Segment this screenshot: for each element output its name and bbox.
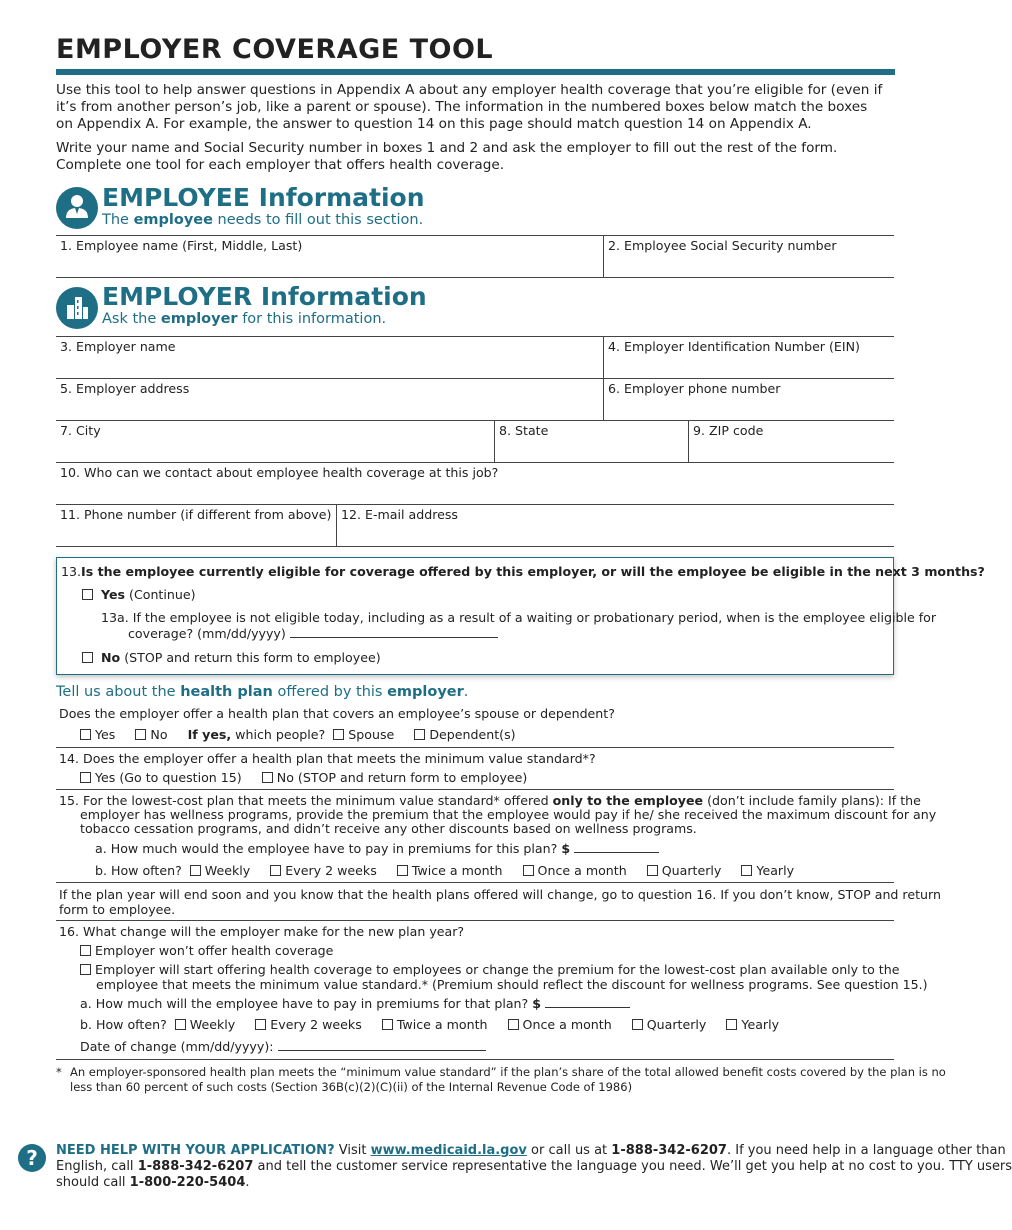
employer-section-title: EMPLOYER Information	[102, 282, 427, 311]
email-field[interactable]	[336, 505, 894, 547]
divider	[56, 920, 894, 921]
q13a-date-input[interactable]	[290, 626, 498, 638]
q16-premium-input[interactable]	[545, 996, 630, 1008]
field-label: 8. State	[499, 423, 549, 438]
zip-field[interactable]	[688, 421, 894, 463]
field-label: 5. Employer address	[60, 381, 190, 396]
q14-question: 14. Does the employer offer a health plan that meets the minimum value standard*?	[59, 751, 596, 766]
footnote-line2: less than 60 percent of such costs (Section 36B(c)(2)(C)(ii) of the Internal Revenue Code of 1986)	[70, 1080, 633, 1094]
field-label: 11. Phone number (if different from above)	[60, 507, 332, 522]
employee-ssn-field[interactable]	[603, 235, 894, 278]
divider	[56, 747, 894, 748]
q15-line3: tobacco cessation programs, and didn’t receive any other discounts based on wellness programs.	[80, 821, 697, 836]
spouse-q-yes-checkbox[interactable]	[80, 729, 91, 740]
employer-phone-field[interactable]	[603, 379, 894, 421]
q15-weekly-checkbox[interactable]	[190, 865, 201, 876]
q16-quarterly-checkbox[interactable]	[632, 1019, 643, 1030]
employee-section-subtitle: The employee needs to fill out this section.	[102, 212, 424, 228]
q15-every-2-weeks-checkbox[interactable]	[270, 865, 281, 876]
q15-yearly-checkbox[interactable]	[741, 865, 752, 876]
employer-section-subtitle: Ask the employer for this information.	[102, 311, 387, 327]
employee-section-title: EMPLOYEE Information	[102, 183, 425, 212]
q15-twice-a-month-checkbox[interactable]	[397, 865, 408, 876]
intro-paragraph-1: Use this tool to help answer questions in Appendix A about any employer health coverage that you’re eligible for (even if it’s from another person’s job, like a parent or spouse). The information in the numbered boxes below match the boxes on Appendix A. For example, the answer to question 14 on this page should match question 14 on Appendix A.	[56, 82, 883, 132]
divider	[56, 882, 894, 883]
employer-name-field[interactable]	[56, 336, 603, 379]
field-label: 2. Employee Social Security number	[608, 238, 837, 253]
q13-yes-checkbox[interactable]	[82, 589, 93, 600]
spouse-q-no-checkbox[interactable]	[135, 729, 146, 740]
title-rule	[56, 69, 895, 75]
field-label: 4. Employer Identification Number (EIN)	[608, 339, 860, 354]
q16-yearly-checkbox[interactable]	[726, 1019, 737, 1030]
employer-address-field[interactable]	[56, 379, 603, 421]
q13a-line1: 13a. If the employee is not eligible today, including as a result of a waiting or probationary period, when is the employee eligible for	[101, 610, 937, 625]
contact-field[interactable]	[56, 463, 894, 505]
q15-line2: employer has wellness programs, provide the premium that the employee would pay if he/ she received the maximum discount for any	[80, 807, 937, 822]
state-field[interactable]	[494, 421, 688, 463]
help-line3: should call 1-800-220-5404.	[56, 1175, 250, 1190]
q14-options: Yes (Go to question 15) No (STOP and return form to employee)	[80, 770, 527, 785]
q13-no-option[interactable]: No (STOP and return this form to employee)	[82, 650, 381, 665]
q16-option-2-line2: employee that meets the minimum value standard.* (Premium should reflect the discount for wellness programs. See question 15.)	[96, 977, 928, 992]
field-label: 3. Employer name	[60, 339, 176, 354]
field-label: 1. Employee name (First, Middle, Last)	[60, 238, 303, 253]
spouse-dependent-question: Does the employer offer a health plan that covers an employee’s spouse or dependent?	[59, 706, 615, 721]
q13a-line2: coverage? (mm/dd/yyyy)	[128, 626, 498, 641]
q16-change-checkbox[interactable]	[80, 964, 91, 975]
q15-quarterly-checkbox[interactable]	[647, 865, 658, 876]
spouse-dependent-options: Yes No If yes, which people? Spouse Dependent(s)	[80, 727, 516, 742]
field-label: 7. City	[60, 423, 101, 438]
q15-line1: 15. For the lowest-cost plan that meets the minimum value standard* offered only to the employee (don’t include family plans): If the	[59, 793, 921, 808]
page-title: EMPLOYER COVERAGE TOOL	[56, 34, 494, 65]
q14-no-checkbox[interactable]	[262, 772, 273, 783]
contact-phone-field[interactable]	[56, 505, 336, 547]
building-icon	[56, 287, 98, 329]
employee-name-field[interactable]	[56, 235, 603, 278]
q13-question: 13.Is the employee currently eligible for coverage offered by this employer, or will the employee be eligible in the next 3 months?	[61, 564, 985, 579]
field-label: 6. Employer phone number	[608, 381, 781, 396]
q16-question: 16. What change will the employer make for the new plan year?	[59, 924, 465, 939]
plan-year-note-line1: If the plan year will end soon and you know that the health plans offered will change, go to question 16. If you don’t know, STOP and return	[59, 887, 941, 902]
q16-no-coverage-checkbox[interactable]	[80, 945, 91, 956]
footnote-line1: An employer-sponsored health plan meets the “minimum value standard” if the plan’s share of the total allowed benefit costs covered by the plan is no	[70, 1065, 946, 1079]
q13-no-checkbox[interactable]	[82, 652, 93, 663]
q16a: a. How much will the employee have to pay in premiums for that plan? $	[80, 996, 630, 1011]
help-line1: NEED HELP WITH YOUR APPLICATION? Visit www.medicaid.la.gov or call us at 1-888-342-6207. If you need help in a language other than	[56, 1143, 1006, 1158]
q16-every-2-weeks-checkbox[interactable]	[255, 1019, 266, 1030]
spouse-checkbox[interactable]	[333, 729, 344, 740]
q16-option-2: Employer will start offering health coverage to employees or change the premium for the lowest-cost plan available only to the	[80, 962, 899, 977]
q16-weekly-checkbox[interactable]	[175, 1019, 186, 1030]
q16-twice-a-month-checkbox[interactable]	[382, 1019, 393, 1030]
field-label: 10. Who can we contact about employee health coverage at this job?	[60, 465, 499, 480]
field-label: 12. E-mail address	[341, 507, 458, 522]
q16b: b. How often? Weekly Every 2 weeks Twice a month Once a month Quarterly Yearly	[80, 1017, 780, 1032]
plan-section-heading: Tell us about the health plan offered by this employer.	[56, 684, 469, 700]
person-icon	[56, 187, 98, 229]
city-field[interactable]	[56, 421, 494, 463]
q16-date-input[interactable]	[278, 1039, 486, 1051]
intro-paragraph-2: Write your name and Social Security number in boxes 1 and 2 and ask the employer to fill out the rest of the form. Complete one tool for each employer that offers health coverage.	[56, 140, 838, 173]
q15-once-a-month-checkbox[interactable]	[523, 865, 534, 876]
footnote-star: *	[56, 1065, 62, 1079]
q13-yes-option[interactable]: Yes (Continue)	[82, 587, 196, 602]
help-icon: ?	[18, 1144, 46, 1172]
q15-premium-input[interactable]	[574, 841, 659, 853]
medicaid-link[interactable]: www.medicaid.la.gov	[370, 1143, 527, 1158]
dependents-checkbox[interactable]	[414, 729, 425, 740]
q15b: b. How often? Weekly Every 2 weeks Twice a month Once a month Quarterly Yearly	[95, 863, 795, 878]
divider	[56, 789, 894, 790]
q16-once-a-month-checkbox[interactable]	[508, 1019, 519, 1030]
ein-field[interactable]	[603, 336, 894, 379]
q15a: a. How much would the employee have to pay in premiums for this plan? $	[95, 841, 659, 856]
help-line2: English, call 1-888-342-6207 and tell the customer service representative the language you need. We’ll get you help at no cost to you. TTY users	[56, 1159, 1012, 1174]
q16-date: Date of change (mm/dd/yyyy):	[80, 1039, 486, 1054]
divider	[56, 1059, 894, 1060]
field-label: 9. ZIP code	[693, 423, 764, 438]
q14-yes-checkbox[interactable]	[80, 772, 91, 783]
plan-year-note-line2: form to employee.	[59, 902, 176, 917]
q16-option-1: Employer won’t offer health coverage	[80, 943, 333, 958]
